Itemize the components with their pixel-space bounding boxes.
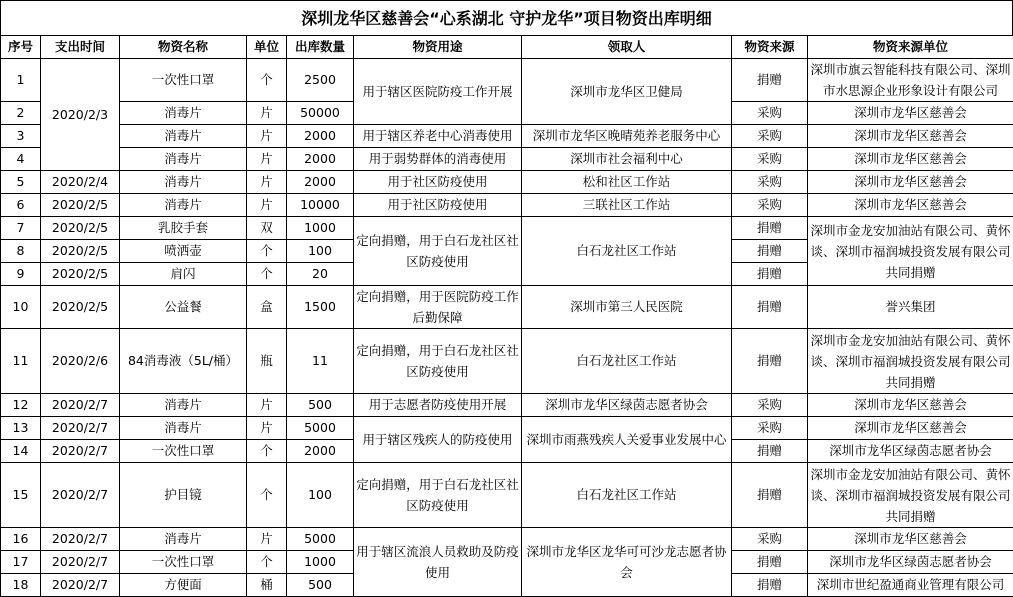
cell-source-unit[interactable]: 深圳市世纪盈通商业管理有限公司 [808,574,1013,597]
cell-name[interactable]: 乳胶手套 [120,217,247,240]
cell-no[interactable]: 3 [1,125,41,148]
cell-source[interactable]: 捐赠 [732,286,808,329]
cell-date[interactable]: 2020/2/5 [41,286,120,329]
cell-qty[interactable]: 1500 [287,286,354,329]
cell-source-unit[interactable]: 深圳市龙华区慈善会 [808,125,1013,148]
cell-use[interactable]: 用于辖区医院防疫工作开展 [354,59,522,125]
table-row [1,528,1013,551]
cell-source-unit[interactable]: 深圳市龙华区慈善会 [808,194,1013,217]
cell-source[interactable]: 采购 [732,125,808,148]
cell-use[interactable]: 用于志愿者防疫使用开展 [354,394,522,417]
cell-source-unit[interactable]: 深圳市龙华区绿茵志愿者协会 [808,551,1013,574]
cell-date[interactable]: 2020/2/7 [41,463,120,528]
cell-qty[interactable]: 5000 [287,528,354,551]
cell-use[interactable]: 定向捐赠，用于医院防疫工作后勤保障 [354,286,522,329]
cell-name[interactable]: 消毒片 [120,171,247,194]
cell-unit[interactable]: 瓶 [247,329,287,394]
cell-source-unit[interactable]: 深圳市金龙安加油站有限公司、黄怀谈、深圳市福润城投资发展有限公司 共同捐赠 [808,329,1013,394]
col-header-date[interactable]: 支出时间 [41,36,120,59]
cell-qty[interactable]: 2000 [287,148,354,171]
cell-qty[interactable]: 2000 [287,125,354,148]
cell-date[interactable]: 2020/2/7 [41,574,120,597]
cell-name[interactable]: 消毒片 [120,417,247,440]
cell-unit[interactable]: 双 [247,217,287,240]
cell-date[interactable]: 2020/2/5 [41,217,120,240]
cell-no[interactable]: 17 [1,551,41,574]
table-row [1,417,1013,440]
cell-source-unit[interactable]: 深圳市金龙安加油站有限公司、黄怀谈、深圳市福润城投资发展有限公司 共同捐赠 [808,463,1013,528]
cell-no[interactable]: 4 [1,148,41,171]
cell-name[interactable]: 消毒片 [120,148,247,171]
table-row [1,194,1013,217]
col-header-source-unit[interactable]: 物资来源单位 [808,36,1013,59]
cell-date[interactable]: 2020/2/5 [41,240,120,263]
table-row [1,59,1013,102]
cell-no[interactable]: 18 [1,574,41,597]
cell-no[interactable]: 7 [1,217,41,240]
cell-unit[interactable]: 个 [247,440,287,463]
cell-source[interactable]: 捐赠 [732,463,808,528]
col-header-unit[interactable]: 单位 [247,36,287,59]
cell-unit[interactable]: 片 [247,171,287,194]
cell-name[interactable]: 一次性口罩 [120,440,247,463]
cell-source-unit[interactable]: 深圳市龙华区慈善会 [808,148,1013,171]
cell-use[interactable]: 用于社区防疫使用 [354,194,522,217]
cell-date[interactable]: 2020/2/7 [41,528,120,551]
cell-name[interactable]: 喷洒壶 [120,240,247,263]
table-row [1,286,1013,329]
cell-name[interactable]: 一次性口罩 [120,551,247,574]
sheet-title: 深圳龙华区慈善会“心系湖北 守护龙华”项目物资出库明细 [0,0,1013,35]
cell-source[interactable]: 采购 [732,148,808,171]
cell-unit[interactable]: 个 [247,263,287,286]
cell-receiver[interactable]: 深圳市龙华区绿茵志愿者协会 [522,394,732,417]
cell-no[interactable]: 16 [1,528,41,551]
cell-qty[interactable]: 1000 [287,551,354,574]
cell-date[interactable]: 2020/2/7 [41,394,120,417]
cell-name[interactable]: 肩闪 [120,263,247,286]
cell-use[interactable]: 定向捐赠，用于白石龙社区社区防疫使用 [354,329,522,394]
table-row [1,148,1013,171]
cell-use[interactable]: 用于辖区养老中心消毒使用 [354,125,522,148]
cell-no[interactable]: 5 [1,171,41,194]
cell-unit[interactable]: 片 [247,394,287,417]
cell-unit[interactable]: 个 [247,463,287,528]
cell-date[interactable]: 2020/2/7 [41,417,120,440]
cell-date[interactable]: 2020/2/3 [41,59,120,171]
cell-unit[interactable]: 个 [247,59,287,102]
cell-use[interactable]: 定向捐赠，用于白石龙社区社区防疫使用 [354,463,522,528]
cell-source-unit[interactable]: 深圳市旗云智能科技有限公司、深圳市水思源企业形象设计有限公司 [808,59,1013,102]
cell-unit[interactable]: 片 [247,194,287,217]
cell-date[interactable]: 2020/2/7 [41,551,120,574]
cell-unit[interactable]: 片 [247,125,287,148]
cell-name[interactable]: 消毒片 [120,125,247,148]
cell-source-unit[interactable]: 深圳市龙华区慈善会 [808,394,1013,417]
cell-qty[interactable]: 11 [287,329,354,394]
cell-unit[interactable]: 盒 [247,286,287,329]
cell-no[interactable]: 11 [1,329,41,394]
cell-qty[interactable]: 5000 [287,417,354,440]
col-header-receiver[interactable]: 领取人 [522,36,732,59]
cell-source[interactable]: 采购 [732,171,808,194]
cell-qty[interactable]: 100 [287,463,354,528]
cell-name[interactable]: 消毒片 [120,528,247,551]
cell-name[interactable]: 消毒片 [120,394,247,417]
cell-receiver[interactable]: 深圳市龙华区龙华可可沙龙志愿者协会 [522,528,732,597]
table-row [1,394,1013,417]
cell-date[interactable]: 2020/2/4 [41,171,120,194]
cell-source[interactable]: 捐赠 [732,240,808,263]
cell-receiver[interactable]: 松和社区工作站 [522,171,732,194]
cell-unit[interactable]: 片 [247,102,287,125]
col-header-no[interactable]: 序号 [1,36,41,59]
col-header-use[interactable]: 物资用途 [354,36,522,59]
cell-unit[interactable]: 片 [247,528,287,551]
cell-no[interactable]: 6 [1,194,41,217]
cell-no[interactable]: 13 [1,417,41,440]
cell-receiver[interactable]: 深圳市雨燕残疾人关爱事业发展中心 [522,417,732,463]
cell-name[interactable]: 护目镜 [120,463,247,528]
cell-use[interactable]: 定向捐赠，用于白石龙社区社区防疫使用 [354,217,522,286]
cell-receiver[interactable]: 深圳市第三人民医院 [522,286,732,329]
cell-no[interactable]: 14 [1,440,41,463]
cell-use[interactable]: 用于社区防疫使用 [354,171,522,194]
cell-source[interactable]: 采购 [732,102,808,125]
cell-receiver[interactable]: 白石龙社区工作站 [522,463,732,528]
cell-source[interactable]: 捐赠 [732,440,808,463]
cell-source-unit[interactable]: 深圳市龙华区慈善会 [808,171,1013,194]
cell-use[interactable]: 用于弱势群体的消毒使用 [354,148,522,171]
cell-source[interactable]: 捐赠 [732,59,808,102]
cell-date[interactable]: 2020/2/6 [41,329,120,394]
cell-name[interactable]: 一次性口罩 [120,59,247,102]
cell-unit[interactable]: 个 [247,240,287,263]
cell-no[interactable]: 15 [1,463,41,528]
cell-qty[interactable]: 2500 [287,59,354,102]
cell-receiver[interactable]: 深圳市龙华区晚晴苑养老服务中心 [522,125,732,148]
col-header-source[interactable]: 物资来源 [732,36,808,59]
cell-source[interactable]: 捐赠 [732,217,808,240]
cell-no[interactable]: 8 [1,240,41,263]
cell-use[interactable]: 用于辖区残疾人的防疫使用 [354,417,522,463]
cell-source[interactable]: 捐赠 [732,329,808,394]
cell-qty[interactable]: 2000 [287,440,354,463]
cell-name[interactable]: 方便面 [120,574,247,597]
cell-receiver[interactable]: 深圳市龙华区卫健局 [522,59,732,125]
cell-no[interactable]: 1 [1,59,41,102]
cell-source[interactable]: 采购 [732,194,808,217]
cell-no[interactable]: 9 [1,263,41,286]
table-row [1,217,1013,240]
cell-qty[interactable]: 2000 [287,171,354,194]
cell-source[interactable]: 捐赠 [732,551,808,574]
cell-qty[interactable]: 50000 [287,102,354,125]
cell-unit[interactable]: 个 [247,551,287,574]
cell-qty[interactable]: 1000 [287,217,354,240]
cell-qty[interactable]: 500 [287,574,354,597]
cell-name[interactable]: 消毒片 [120,102,247,125]
cell-qty[interactable]: 20 [287,263,354,286]
cell-date[interactable]: 2020/2/5 [41,194,120,217]
cell-source[interactable]: 采购 [732,394,808,417]
cell-qty[interactable]: 500 [287,394,354,417]
cell-source[interactable]: 采购 [732,528,808,551]
table-row [1,125,1013,148]
cell-source-unit[interactable]: 深圳市金龙安加油站有限公司、黄怀谈、深圳市福润城投资发展有限公司 共同捐赠 [808,217,1013,286]
cell-source-unit[interactable]: 深圳市龙华区慈善会 [808,417,1013,440]
cell-source-unit[interactable]: 誉兴集团 [808,286,1013,329]
cell-source-unit[interactable]: 深圳市龙华区慈善会 [808,102,1013,125]
header-row [1,36,1013,59]
cell-qty[interactable]: 100 [287,240,354,263]
cell-receiver[interactable]: 三联社区工作站 [522,194,732,217]
col-header-qty[interactable]: 出库数量 [287,36,354,59]
cell-qty[interactable]: 10000 [287,194,354,217]
cell-no[interactable]: 2 [1,102,41,125]
cell-no[interactable]: 10 [1,286,41,329]
cell-unit[interactable]: 片 [247,417,287,440]
cell-name[interactable]: 消毒片 [120,194,247,217]
cell-name[interactable]: 84消毒液（5L/桶） [120,329,247,394]
cell-source[interactable]: 捐赠 [732,263,808,286]
cell-source-unit[interactable]: 深圳市龙华区绿茵志愿者协会 [808,440,1013,463]
cell-unit[interactable]: 桶 [247,574,287,597]
outbound-table [0,35,1013,597]
cell-name[interactable]: 公益餐 [120,286,247,329]
cell-date[interactable]: 2020/2/5 [41,263,120,286]
table-row [1,329,1013,394]
cell-receiver[interactable]: 白石龙社区工作站 [522,217,732,286]
cell-unit[interactable]: 片 [247,148,287,171]
cell-date[interactable]: 2020/2/7 [41,440,120,463]
cell-source-unit[interactable]: 深圳市龙华区慈善会 [808,528,1013,551]
cell-use[interactable]: 用于辖区流浪人员救助及防疫使用 [354,528,522,597]
col-header-name[interactable]: 物资名称 [120,36,247,59]
cell-receiver[interactable]: 深圳市社会福利中心 [522,148,732,171]
table-row [1,463,1013,528]
cell-receiver[interactable]: 白石龙社区工作站 [522,329,732,394]
table-row [1,171,1013,194]
cell-source[interactable]: 采购 [732,417,808,440]
cell-no[interactable]: 12 [1,394,41,417]
cell-source[interactable]: 捐赠 [732,574,808,597]
